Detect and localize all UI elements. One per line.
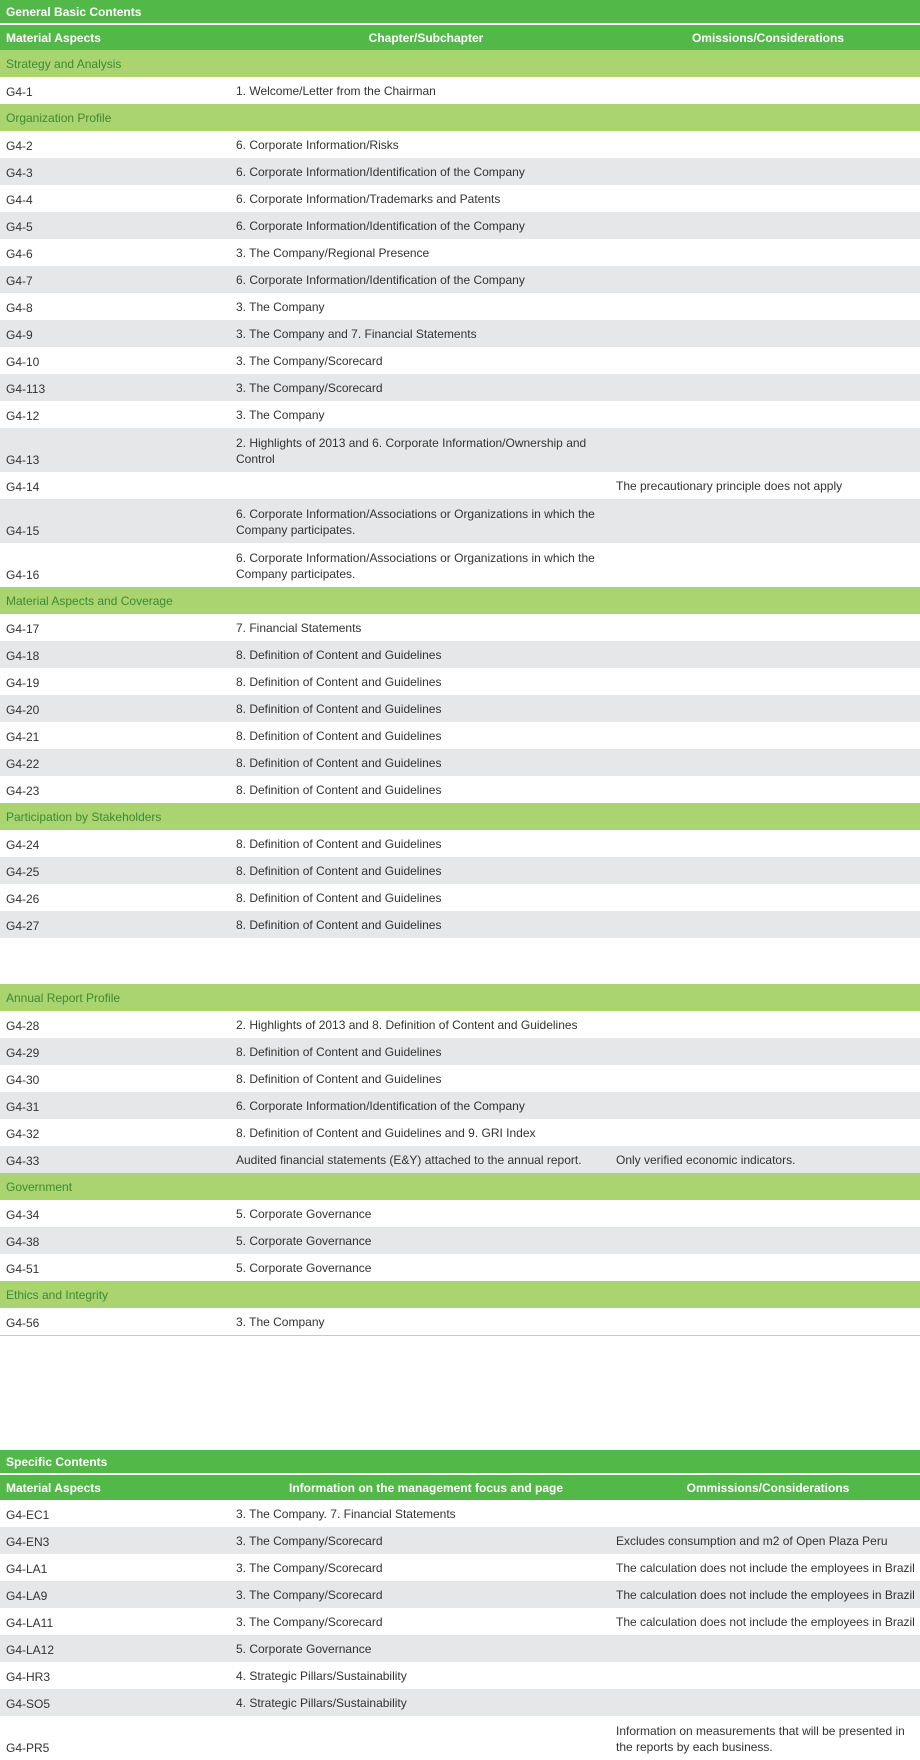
section-header: Strategy and Analysis: [0, 50, 920, 77]
general-contents-table-continued: [0, 984, 920, 1336]
note-cell: The precautionary principle does not apply: [616, 479, 843, 493]
chapter-cell: 8. Definition of Content and Guidelines: [236, 783, 442, 797]
chapter-cell: 3. The Company: [236, 408, 325, 422]
note-cell: Excludes consumption and m2 of Open Plaza Peru: [616, 1534, 888, 1548]
table-row: [0, 749, 920, 776]
header-chapter: Chapter/Subchapter: [368, 30, 484, 45]
note-cell: The calculation does not include the employees in Brazil: [616, 1588, 915, 1602]
table-row: [0, 641, 920, 668]
table-row: [0, 1119, 920, 1146]
aspect-code-cell: G4-32: [6, 1127, 40, 1141]
section-header: Participation by Stakeholders: [0, 803, 920, 830]
aspect-code-cell: G4-33: [6, 1154, 40, 1168]
specific-rows: [0, 1500, 920, 1760]
table-row: [0, 212, 920, 239]
note-cell: Information on measurements that will be presented in the reports by each business.: [616, 1724, 905, 1754]
table-row: [0, 293, 920, 320]
aspect-code-cell: G4-56: [6, 1316, 40, 1330]
chapter-cell: 8. Definition of Content and Guidelines: [236, 891, 442, 905]
header-material-aspects: Material Aspects: [6, 30, 101, 45]
chapter-cell: 2. Highlights of 2013 and 8. Definition of Content and Guidelines: [236, 1018, 578, 1032]
aspect-code-cell: G4-24: [6, 838, 40, 852]
aspect-code-cell: G4-29: [6, 1046, 40, 1060]
table-row: [0, 1662, 920, 1689]
table-row: [0, 1689, 920, 1716]
chapter-cell: 6. Corporate Information/Identification of the Company: [236, 165, 525, 179]
chapter-cell: 3. The Company: [236, 300, 325, 314]
chapter-cell: 8. Definition of Content and Guidelines: [236, 837, 442, 851]
table-row: [0, 1065, 920, 1092]
table-row: [0, 1716, 920, 1760]
chapter-cell: 6. Corporate Information/Identification of the Company: [236, 1099, 525, 1113]
aspect-code-cell: G4-7: [6, 274, 33, 288]
aspect-code-cell: G4-13: [6, 453, 40, 467]
header-material-aspects: Material Aspects: [6, 1480, 101, 1495]
aspect-code-cell: G4-15: [6, 524, 40, 538]
table-row: [0, 1554, 920, 1581]
chapter-cell: 8. Definition of Content and Guidelines: [236, 702, 442, 716]
aspect-code-cell: G4-22: [6, 757, 40, 771]
table-row: [0, 185, 920, 212]
aspect-code-cell: G4-14: [6, 480, 40, 494]
chapter-cell: 6. Corporate Information/Identification of the Company: [236, 219, 525, 233]
aspect-code-cell: G4-20: [6, 703, 40, 717]
chapter-cell: 4. Strategic Pillars/Sustainability: [236, 1696, 407, 1710]
table-row: [0, 1254, 920, 1281]
aspect-code-cell: G4-27: [6, 919, 40, 933]
chapter-cell: 8. Definition of Content and Guidelines: [236, 864, 442, 878]
general-header-row: [0, 25, 920, 50]
aspect-code-cell: G4-10: [6, 355, 40, 369]
table-row: [0, 1608, 920, 1635]
table-row: [0, 1581, 920, 1608]
aspect-code-cell: G4-4: [6, 193, 33, 207]
table-row: [0, 320, 920, 347]
table-row: [0, 77, 920, 104]
section-header: Ethics and Integrity: [0, 1281, 920, 1308]
general-contents-title: General Basic Contents: [0, 0, 920, 25]
table-row: [0, 884, 920, 911]
aspect-code-cell: G4-PR5: [6, 1741, 50, 1755]
aspect-code-cell: G4-HR3: [6, 1670, 51, 1684]
chapter-cell: 8. Definition of Content and Guidelines: [236, 756, 442, 770]
chapter-cell: 8. Definition of Content and Guidelines: [236, 1045, 442, 1059]
aspect-code-cell: G4-51: [6, 1262, 40, 1276]
aspect-code-cell: G4-8: [6, 301, 33, 315]
chapter-cell: 1. Welcome/Letter from the Chairman: [236, 84, 436, 98]
general-rows-part1: [0, 50, 920, 938]
table-row: [0, 1038, 920, 1065]
note-cell: The calculation does not include the employees in Brazil: [616, 1615, 915, 1629]
chapter-cell: 8. Definition of Content and Guidelines: [236, 675, 442, 689]
table-row: [0, 347, 920, 374]
aspect-code-cell: G4-19: [6, 676, 40, 690]
table-row: [0, 911, 920, 938]
table-row: [0, 374, 920, 401]
chapter-cell: 3. The Company/Scorecard: [236, 381, 383, 395]
table-row: [0, 543, 920, 587]
chapter-cell: 3. The Company/Regional Presence: [236, 246, 430, 260]
section-header: Government: [0, 1173, 920, 1200]
aspect-code-cell: G4-21: [6, 730, 40, 744]
table-row: [0, 776, 920, 803]
note-cell: The calculation does not include the employees in Brazil: [616, 1561, 915, 1575]
table-row: [0, 1635, 920, 1662]
aspect-code-cell: G4-31: [6, 1100, 40, 1114]
chapter-cell: 3. The Company/Scorecard: [236, 1588, 383, 1602]
aspect-code-cell: G4-EN3: [6, 1535, 50, 1549]
section-header: Organization Profile: [0, 104, 920, 131]
chapter-cell: 3. The Company/Scorecard: [236, 1561, 383, 1575]
table-row: [0, 1200, 920, 1227]
table-row: [0, 614, 920, 641]
table-row: [0, 1146, 920, 1173]
chapter-cell: 5. Corporate Governance: [236, 1642, 372, 1656]
aspect-code-cell: G4-9: [6, 328, 33, 342]
chapter-cell: 7. Financial Statements: [236, 621, 362, 635]
table-row: [0, 695, 920, 722]
table-row: [0, 1500, 920, 1527]
aspect-code-cell: G4-EC1: [6, 1508, 50, 1522]
aspect-code-cell: G4-18: [6, 649, 40, 663]
table-row: [0, 428, 920, 472]
table-row: [0, 1092, 920, 1119]
aspect-code-cell: G4-5: [6, 220, 33, 234]
chapter-cell: 5. Corporate Governance: [236, 1234, 372, 1248]
table-row: [0, 158, 920, 185]
chapter-cell: 5. Corporate Governance: [236, 1207, 372, 1221]
table-row: [0, 1527, 920, 1554]
table-row: [0, 1308, 920, 1335]
aspect-code-cell: G4-12: [6, 409, 40, 423]
chapter-cell: 8. Definition of Content and Guidelines: [236, 729, 442, 743]
section-header: Annual Report Profile: [0, 984, 920, 1011]
specific-header-row: [0, 1475, 920, 1500]
aspect-code-cell: G4-1: [6, 85, 33, 99]
aspect-code-cell: G4-25: [6, 865, 40, 879]
aspect-code-cell: G4-SO5: [6, 1697, 51, 1711]
aspect-code-cell: G4-2: [6, 139, 33, 153]
chapter-cell: 3. The Company. 7. Financial Statements: [236, 1507, 456, 1521]
chapter-cell: 3. The Company/Scorecard: [236, 354, 383, 368]
aspect-code-cell: G4-30: [6, 1073, 40, 1087]
chapter-cell: 3. The Company/Scorecard: [236, 1534, 383, 1548]
aspect-code-cell: G4-26: [6, 892, 40, 906]
aspect-code-cell: G4-LA1: [6, 1562, 48, 1576]
chapter-cell: 6. Corporate Information/Trademarks and Patents: [236, 192, 501, 206]
chapter-cell: 3. The Company/Scorecard: [236, 1615, 383, 1629]
aspect-code-cell: G4-LA11: [6, 1616, 54, 1630]
table-row: [0, 722, 920, 749]
general-rows-part2: [0, 984, 920, 1335]
specific-contents-table: [0, 1450, 920, 1760]
aspect-code-cell: G4-3: [6, 166, 33, 180]
table-row: [0, 857, 920, 884]
table-row: [0, 401, 920, 428]
aspect-code-cell: G4-17: [6, 622, 40, 636]
aspect-code-cell: G4-38: [6, 1235, 40, 1249]
chapter-cell: 3. The Company: [236, 1315, 325, 1329]
aspect-code-cell: G4-LA12: [6, 1643, 55, 1657]
header-ommissions: Ommissions/Considerations: [686, 1480, 850, 1495]
table-row: [0, 1227, 920, 1254]
chapter-cell: 5. Corporate Governance: [236, 1261, 372, 1275]
specific-contents-title: Specific Contents: [0, 1450, 920, 1475]
aspect-code-cell: G4-34: [6, 1208, 40, 1222]
chapter-cell: 8. Definition of Content and Guidelines and 9. GRI Index: [236, 1126, 536, 1140]
table-end-line: [0, 1335, 920, 1336]
aspect-code-cell: G4-LA9: [6, 1589, 48, 1603]
header-management-focus: Information on the management focus and page: [288, 1480, 564, 1495]
aspect-code-cell: G4-16: [6, 568, 40, 582]
chapter-cell: 3. The Company and 7. Financial Statements: [236, 327, 477, 341]
chapter-cell: 6. Corporate Information/Risks: [236, 138, 399, 152]
table-row: [0, 472, 920, 499]
chapter-cell: 8. Definition of Content and Guidelines: [236, 648, 442, 662]
header-omissions: Omissions/Considerations: [691, 30, 845, 45]
chapter-cell: 4. Strategic Pillars/Sustainability: [236, 1669, 407, 1683]
table-row: [0, 266, 920, 293]
chapter-cell: 6. Corporate Information/Associations or Organizations in which the Company participates.: [236, 507, 595, 537]
aspect-code-cell: G4-23: [6, 784, 40, 798]
aspect-code-cell: G4-6: [6, 247, 33, 261]
section-header: Material Aspects and Coverage: [0, 587, 920, 614]
aspect-code-cell: G4-113: [6, 382, 46, 396]
table-row: [0, 668, 920, 695]
note-cell: Only verified economic indicators.: [616, 1153, 796, 1167]
chapter-cell: 2. Highlights of 2013 and 6. Corporate Information/Ownership and Control: [236, 436, 587, 466]
table-row: [0, 499, 920, 543]
chapter-cell: 8. Definition of Content and Guidelines: [236, 1072, 442, 1086]
table-row: [0, 830, 920, 857]
table-row: [0, 1011, 920, 1038]
chapter-cell: 6. Corporate Information/Associations or Organizations in which the Company participates.: [236, 551, 595, 581]
table-row: [0, 239, 920, 266]
chapter-cell: Audited financial statements (E&Y) attached to the annual report.: [236, 1153, 582, 1167]
chapter-cell: 6. Corporate Information/Identification of the Company: [236, 273, 525, 287]
aspect-code-cell: G4-28: [6, 1019, 40, 1033]
chapter-cell: 8. Definition of Content and Guidelines: [236, 918, 442, 932]
table-row: [0, 131, 920, 158]
